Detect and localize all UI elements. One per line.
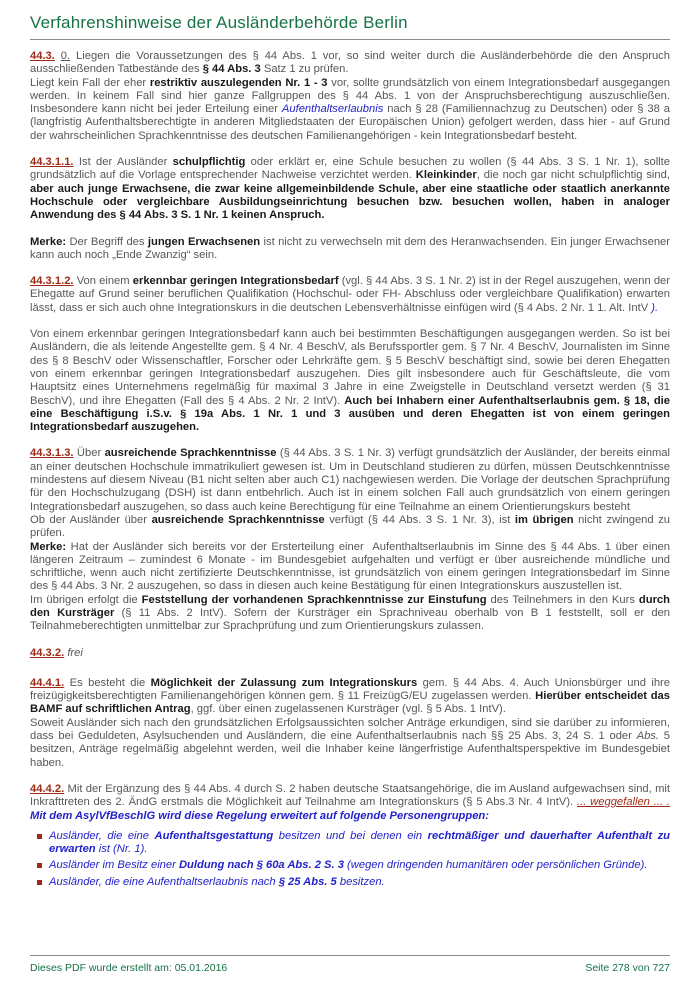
page-title: Verfahrenshinweise der Ausländerbehörde Berlin [30,13,408,32]
text-run: Abs. [636,730,660,743]
para-44-3-1-3 [30,447,674,633]
text-run: Merke: [30,540,67,553]
footer-row [30,962,670,974]
text-run: § 44 Abs. 3 [202,63,261,76]
para-44-3-1-2 [30,275,674,315]
text-run [670,796,673,808]
text-run: 5 besitzen, Anträge regelmäßig abgelehnt werden, weil die Inhaber keine längerfristige Aufenthaltsperspektive im Bundesgebiet haben. [30,730,674,769]
title-divider [30,39,670,40]
text-run: Möglichkeit der Zulassung zum Integrationskurs [150,676,418,689]
para-44-4-2 [30,782,674,823]
text-run: Feststellung der vorhandenen Sprachkenntnisse zur Einstufung [141,593,487,606]
text-run: Liegen die Voraussetzungen des § 44 Abs. 1 vor, so sind weiter durch die Ausländerbehörde die den Anspruch ausschließenden Tatbestände des [30,50,674,76]
text-run: Mit der Ergänzung des § 44 Abs. 4 durch S. 2 haben deutsche Staatsangehörige, die im Ausland aufgewachsen sind, mit Inkrafttreten des 2. ÄndG erstmals die Möglichkeit auf Teilnahme am Integrationskurs (§ 5 Abs.3 Nr. 4 IntV). [30,782,674,809]
text-run: rechtmäßiger und dauerhafter Aufenthalt zu erwarten [49,829,674,856]
text-run: Im übrigen erfolgt die [30,593,142,606]
section-number-link[interactable]: 44.3. [30,50,55,62]
text-run: Von einem [73,275,133,288]
text-run: Aufenthaltserlaubnis [281,103,384,116]
para-44-4-1 [30,676,674,770]
text-run: restriktiv auszulegenden Nr. 1 - 3 [149,76,328,89]
section-number-link[interactable]: 44.4.1. [30,676,65,689]
text-run: durch den Kursträger [30,593,674,619]
para-44-3-1-1 [30,156,674,222]
text-run: Über [73,447,105,460]
para-44-3-2 [30,647,670,660]
page-footer [30,955,670,974]
text-run: ausreichende Sprachkenntnisse [151,513,325,526]
text-run: ist nicht zu verwechseln mit dem des Heranwachsenden. Ein junger Erwachsener kann auch noch „Ende Zwanzig“ sein. [30,235,674,261]
text-run: Der Begriff des [66,235,148,248]
text-run: vor, sollte grundsätzlich von einem Integrationsbedarf ausgegangen werden. In keinem Fall sind hier ganze Fallgruppen des § 44 Abs. 1 von der Anspruchsberechtigung auszuschließen. Insbesondere kann nicht bei jeder Erteilung einer [30,76,674,116]
text-run: Ausländer, die eine [49,829,155,842]
bullet-square-icon [37,863,42,868]
text-run: Ausländer im Besitz einer [49,859,179,872]
text-run: Merke: [30,235,67,248]
text-run: oder erklärt er, eine Schule besuchen zu wollen (§ 44 Abs. 3 S. 1 Nr. 1), sollte grundsätzlich auf die Vorlage entsprechender Nachweise verzichtet werden. [30,156,674,182]
para-44-3 [30,50,674,143]
text-run: (§ 44 Abs. 3 S. 1 Nr. 3) verfügt grundsätzlich der Ausländer, der bereits einmal an einer deutschen Hochschule immatrikuliert gewesen ist. Um in Deutschland studieren zu dürfen, müssen Deutschkenntnisse mindestens auf diesem Niveau (B1 nicht selten aber auch C1) nachgewiesen werden. Die Vorlage der deutschen Sprachprüfung für den Hochschulzugang (DSH) ist dann entbehrlich. Auch ist in einem solchen Fall auch grundsätzlich von einem geringen Integrationsbedarf auszugehen, so dass auch keine Berechtigung für eine Teilnahme an einem Orientierungskurs besteht [30,447,674,513]
section-number-link[interactable]: 44.3.1.1. [30,156,74,169]
text-run: frei [67,646,83,659]
bullet-square-icon [37,880,42,885]
text-run: Ausländer, die eine Aufenthaltserlaubnis nach [49,875,279,888]
bullet-duldung [36,859,670,872]
text-run: § 25 Abs. 5 [278,875,337,888]
footer-divider [30,955,670,956]
text-run: (wegen dringenden humanitären oder persönlichen Gründe). [343,859,648,872]
text-run: Von einem erkennbar geringen Integrationsbedarf kann auch bei bestimmten Beschäftigungen ausgegangen werden. So ist bei Ausländern, die als leitende Angestellte gem. § 4 Nr. 4 BeschV, als Berufssportler gem. § 7 Nr. 4 BeschV, Journalisten im Sinne des § 8 BeschV oder Wissenschaftler, Forscher oder Lehrkräfte gem. § 5 BeschV beschäftigt sind, sowie bei deren Ehegatten von einem erkennbar geringen Integrationsbedarf auszugehen. Dies gilt insbesondere auch für Geschäftsleute, die vom Hauptsitz eines Unternehmens regelmäßig für maximal 3 Jahre in eine Zweigstelle in Deutschland versetzt werden (§ 31 BeschV), und ihre Ehegatten (Fall des § 4 Abs. 2 Nr. 2 IntV). [30,328,674,407]
para-merke-junge-erwachsene [30,235,674,263]
text-run: Mit dem AsylVfBeschlG wird diese Regelung erweitert auf folgende Personengruppen: [30,809,489,822]
footer-page-number: Seite 278 von 727 [585,962,670,974]
text-run: ... weggefallen ... . [577,796,671,809]
section-number-link[interactable]: 44.3.1.3. [30,447,74,460]
section-number-link[interactable]: 44.3.1.2. [30,275,74,288]
text-run: Satz 1 zu prüfen. [260,63,349,76]
text-run: (§ 11 Abs. 2 IntV). Sofern der Kursträger ein Sprachniveau oberhalb von B 1 feststellt, soll er den Teilnahmeberechtigten unmittelbar zur Sprachprüfung und zum Orientierungskurs zulassen. [30,606,673,633]
text-run: jungen Erwachsenen [147,235,261,248]
text-run: besitzen und bei denen ein [273,829,428,842]
text-run: Ob der Ausländer über [30,513,152,526]
footer-created-date: Dieses PDF wurde erstellt am: 05.01.2016 [30,962,228,974]
text-run: nach § 28 (Familiennachzug zu Deutschen) oder § 38 a (langfristig Aufenthaltsberechtigte in anderen Mitgliedstaaten der Europäischen Union) gefolgert werden, dass hier - auf Grund der wahrscheinlichen Sprachkenntnisse des deutschen Familienangehörigen - kein Integrationsbedarf besteht. [30,103,674,142]
text-run: Liegt kein Fall der eher [30,76,150,89]
section-number-link[interactable]: 0. [60,50,71,62]
section-number-link[interactable]: 44.3.2. [30,646,65,659]
text-run: ausreichende Sprachkenntnisse [104,447,277,460]
text-run: Soweit Ausländer sich nach den grundsätzlichen Erfolgsaussichten solcher Anträge erkundigen, sind sie darüber zu informieren, dass bei Geduldeten, Asylsuchenden und Ausländern, die eine Aufenthaltserlaubnis nach §§ 25 Abs. 3, 24 S. 1 oder [30,716,674,743]
text-run: Ist der Ausländer [73,156,173,169]
text-run: erkennbar geringen Integrationsbedarf [132,275,339,288]
text-run: ). [651,301,659,314]
text-run: im übrigen [514,513,574,526]
bullet-aufenthaltsgestattung [36,829,674,857]
text-run: nicht zwingend zu prüfen. [30,513,674,540]
text-run: besitzen. [336,875,385,888]
text-run: Kleinkinder [415,169,477,182]
text-run: Hierüber entscheidet das BAMF auf schriftlichen Antrag [30,690,674,716]
text-run: Duldung nach § 60a Abs. 2 S. 3 [178,859,344,872]
text-run: ist (Nr. 1). [95,843,148,856]
bullet-aufenthaltserlaubnis-25-5 [36,876,670,889]
text-run: des Teilnehmers in den Kurs [486,593,639,606]
text-run: Aufenthaltsgestattung [154,829,274,842]
text-run: (vgl. § 44 Abs. 3 S. 1 Nr. 2) ist in der Regel auszugehen, wenn der Ehegatte auf Grund seiner beruflichen Qualifikation (Hochschul- oder FH- Abschluss oder vergleichbare Qualifikation) erwarten lässt, dass er sich auch ohne Integrationskurs in die deutschen Lebensverhältnisse einfügen wird (§ 4 Abs. 2 Nr. 1 1. Alt. IntV [30,275,674,314]
text-run: Auch bei Inhabern einer Aufenthaltserlaubnis gem. § 18, die eine Beschäftigung i.S.v. § 19a Abs. 1 Nr. 1 und 3 ausüben und deren Ehegatten ist von einem geringen Integrationsbedarf auszugehen. [30,394,674,434]
text-run: Es besteht die [64,676,151,689]
text-run: verfügt (§ 44 Abs. 3 S. 1 Nr. 3), ist [324,513,515,526]
para-geringer-integrationsbedarf-beschaeftigung [30,328,674,434]
bullet-square-icon [37,834,42,839]
text-run: aber auch junge Erwachsene, die zwar keine allgemeinbildende Schule, aber eine staatliche oder staatlich anerkannte Hochschule oder vergleichbare Ausbildungseinrichtung besuchen bzw. besuchen wollen, haben in analoger Anwendung des § 44 Abs. 3 S. 1 Nr. 1 keinen Anspruch. [30,182,674,222]
text-run: , ggf. über einen zugelassenen Kursträger (vgl. § 5 Abs. 1 IntV). [190,703,506,716]
text-run: Hat der Ausländer sich bereits vor der Ersterteilung einer Aufenthaltserlaubnis im Sinne des § 44 Abs. 1 über einen längeren Zeitraum – zumindest 6 Monate - im Bundesgebiet aufgehalten und verfügt er über ausreichende mündliche und schriftliche, wenn auch nicht zertifizierte Deutschkenntnisse, ist grundsätzlich von einem geringen Integrationsbedarf im Sinne des § 44 Abs. 3 Nr. 2 auszugehen, so dass in diesen auch keine Bestätigung für einen Integrationskurs auszustellen ist. [30,540,674,593]
text-run: gem. § 44 Abs. 4. Auch Unionsbürger und ihre freizügigkeitsberechtigten Familienangehörigen können gem. § 11 FreizügG/EU zugelassen werden. [30,676,674,703]
document-body [30,50,674,889]
text-run: schulpflichtig [172,156,246,169]
text-run: , die noch gar nicht schulpflichtig sind, [476,169,674,182]
section-number-link[interactable]: 44.4.2. [30,782,65,795]
